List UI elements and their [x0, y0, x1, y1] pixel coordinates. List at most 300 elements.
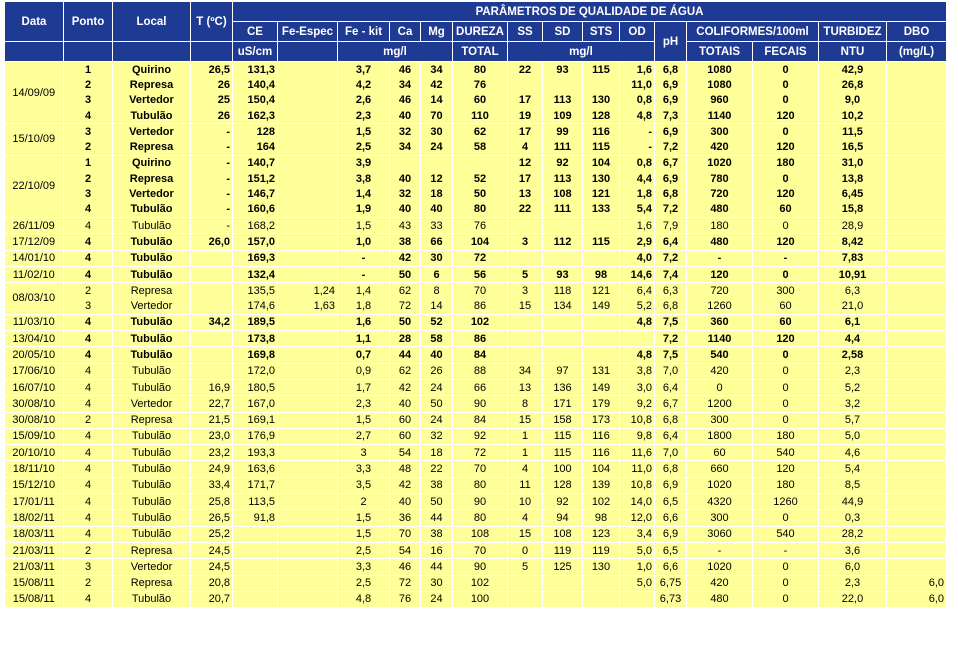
cell-dureza: 80 [453, 62, 508, 78]
cell-sd [543, 314, 583, 330]
cell-ponto: 4 [64, 331, 113, 347]
cell-t [191, 363, 233, 379]
cell-ph: 6,9 [655, 93, 687, 108]
cell-mg: 58 [421, 331, 453, 347]
cell-ponto: 2 [64, 412, 113, 428]
header-ce: CE [233, 22, 278, 42]
header-temp-unit-blank [191, 42, 233, 62]
cell-local: Tubulão [113, 510, 191, 526]
cell-fe-espec [278, 445, 338, 461]
cell-sts: 104 [583, 461, 620, 477]
cell-dbo [887, 331, 947, 347]
cell-fe-espec [278, 331, 338, 347]
cell-dureza: 70 [453, 542, 508, 558]
cell-dureza: 76 [453, 77, 508, 92]
cell-fecais: 0 [753, 124, 819, 140]
cell-sts: 115 [583, 234, 620, 250]
cell-t: 25 [191, 93, 233, 108]
table-row [5, 461, 947, 477]
cell-ce: 160,6 [233, 202, 278, 218]
cell-ss [508, 575, 543, 591]
cell-local: Tubulão [113, 461, 191, 477]
table-row [5, 477, 947, 493]
table-row [5, 542, 947, 558]
cell-ca: 54 [390, 445, 421, 461]
cell-ss [508, 347, 543, 363]
cell-ce: 174,6 [233, 298, 278, 314]
cell-fe-espec [278, 202, 338, 218]
cell-totais: 60 [687, 445, 753, 461]
cell-totais: 1200 [687, 396, 753, 412]
cell-fe-kit: 1,5 [338, 526, 390, 542]
cell-od: 14,0 [620, 494, 655, 510]
cell-ca: 40 [390, 171, 421, 186]
cell-od: - [620, 139, 655, 155]
cell-t [191, 347, 233, 363]
cell-fe-kit: 2 [338, 494, 390, 510]
cell-fe-kit: 1,5 [338, 124, 390, 140]
cell-totais: 420 [687, 139, 753, 155]
cell-sd [543, 250, 583, 266]
cell-t: 23,2 [191, 445, 233, 461]
cell-dbo [887, 542, 947, 558]
cell-fecais: 0 [753, 591, 819, 607]
cell-date: 18/02/11 [5, 510, 64, 526]
cell-local: Vertedor [113, 186, 191, 201]
cell-sts [583, 250, 620, 266]
cell-fe-espec [278, 559, 338, 575]
cell-ss: 22 [508, 62, 543, 78]
cell-ponto: 2 [64, 575, 113, 591]
cell-fecais: 540 [753, 445, 819, 461]
cell-ph: 6,3 [655, 283, 687, 299]
cell-dbo: 6,0 [887, 591, 947, 607]
cell-fe-espec [278, 266, 338, 282]
cell-totais: 480 [687, 202, 753, 218]
cell-fecais: 0 [753, 171, 819, 186]
table-row [5, 347, 947, 363]
cell-ca: 70 [390, 526, 421, 542]
cell-dureza [453, 155, 508, 171]
header-turbidez: TURBIDEZ [819, 22, 887, 42]
cell-ce: 193,3 [233, 445, 278, 461]
cell-t: 26 [191, 108, 233, 124]
cell-sts: 130 [583, 559, 620, 575]
cell-fe-espec [278, 234, 338, 250]
cell-sts [583, 217, 620, 233]
header-parameters-title: PARÂMETROS DE QUALIDADE DE ÁGUA [233, 2, 947, 22]
cell-t: - [191, 186, 233, 201]
cell-fe-espec [278, 412, 338, 428]
cell-sts: 115 [583, 62, 620, 78]
cell-dureza: 100 [453, 591, 508, 607]
cell-local: Tubulão [113, 331, 191, 347]
cell-mg: 40 [421, 202, 453, 218]
cell-ss: 17 [508, 93, 543, 108]
header-local-unit-blank [113, 42, 191, 62]
cell-fe-espec [278, 171, 338, 186]
cell-sd: 113 [543, 171, 583, 186]
cell-ss: 15 [508, 298, 543, 314]
cell-fecais: 0 [753, 396, 819, 412]
table-row [5, 428, 947, 444]
cell-local: Represa [113, 575, 191, 591]
cell-fecais: 120 [753, 139, 819, 155]
cell-totais: 1020 [687, 477, 753, 493]
cell-dbo [887, 559, 947, 575]
cell-ponto: 2 [64, 171, 113, 186]
cell-fe-kit: 4,8 [338, 591, 390, 607]
cell-sts: 139 [583, 477, 620, 493]
table-row [5, 93, 947, 108]
cell-ph: 7,4 [655, 266, 687, 282]
cell-date: 20/05/10 [5, 347, 64, 363]
cell-sd: 125 [543, 559, 583, 575]
cell-ce: 113,5 [233, 494, 278, 510]
cell-ce: 180,5 [233, 379, 278, 395]
cell-totais: - [687, 250, 753, 266]
cell-ph: 7,2 [655, 250, 687, 266]
cell-ponto: 3 [64, 124, 113, 140]
cell-fe-espec [278, 428, 338, 444]
header-mg: Mg [421, 22, 453, 42]
cell-ph: 7,2 [655, 331, 687, 347]
cell-ntu: 4,6 [819, 445, 887, 461]
cell-ph: 7,2 [655, 139, 687, 155]
cell-od: 4,4 [620, 171, 655, 186]
cell-ntu: 5,2 [819, 379, 887, 395]
cell-ss: 34 [508, 363, 543, 379]
table-row [5, 396, 947, 412]
cell-ph: 6,6 [655, 510, 687, 526]
cell-date: 18/11/10 [5, 461, 64, 477]
table-row [5, 575, 947, 591]
cell-fe-kit: - [338, 250, 390, 266]
cell-ca: 32 [390, 124, 421, 140]
cell-local: Represa [113, 139, 191, 155]
cell-ntu: 10,2 [819, 108, 887, 124]
cell-ntu: 31,0 [819, 155, 887, 171]
cell-date: 15/12/10 [5, 477, 64, 493]
cell-ntu: 6,45 [819, 186, 887, 201]
cell-ss: 0 [508, 542, 543, 558]
cell-ce: 169,8 [233, 347, 278, 363]
cell-ca: 42 [390, 379, 421, 395]
cell-date: 17/12/09 [5, 234, 64, 250]
cell-ca: 54 [390, 542, 421, 558]
table-row [5, 379, 947, 395]
cell-dbo [887, 510, 947, 526]
cell-totais: 960 [687, 93, 753, 108]
cell-ntu: 11,5 [819, 124, 887, 140]
header-fe-unit-blank [278, 42, 338, 62]
cell-sd: 111 [543, 202, 583, 218]
cell-ponto: 4 [64, 445, 113, 461]
cell-totais: 300 [687, 412, 753, 428]
cell-sd [543, 331, 583, 347]
cell-mg: 6 [421, 266, 453, 282]
cell-t: 26,5 [191, 62, 233, 78]
cell-ce [233, 575, 278, 591]
cell-fecais: 0 [753, 575, 819, 591]
cell-date: 13/04/10 [5, 331, 64, 347]
cell-od: 1,0 [620, 559, 655, 575]
cell-fe-kit: 4,2 [338, 77, 390, 92]
cell-date: 11/03/10 [5, 314, 64, 330]
cell-ntu: 7,83 [819, 250, 887, 266]
cell-mg: 30 [421, 124, 453, 140]
cell-t: - [191, 139, 233, 155]
cell-od: 12,0 [620, 510, 655, 526]
cell-ss: 1 [508, 445, 543, 461]
cell-sd: 93 [543, 62, 583, 78]
cell-fe-espec [278, 542, 338, 558]
cell-fe-espec [278, 155, 338, 171]
cell-od: 5,2 [620, 298, 655, 314]
cell-date: 14/01/10 [5, 250, 64, 266]
header-ph: pH [655, 22, 687, 62]
cell-mg: 30 [421, 250, 453, 266]
cell-mg: 30 [421, 575, 453, 591]
cell-ponto: 4 [64, 266, 113, 282]
cell-ntu: 2,3 [819, 575, 887, 591]
cell-dbo [887, 62, 947, 78]
cell-ss: 4 [508, 139, 543, 155]
cell-mg: 16 [421, 542, 453, 558]
cell-t: 20,8 [191, 575, 233, 591]
cell-t: 21,5 [191, 412, 233, 428]
cell-dureza: 56 [453, 266, 508, 282]
cell-mg: 14 [421, 298, 453, 314]
header-sts: STS [583, 22, 620, 42]
cell-fe-kit: 2,5 [338, 139, 390, 155]
cell-mg: 32 [421, 428, 453, 444]
cell-sd: 111 [543, 139, 583, 155]
table-row [5, 412, 947, 428]
cell-totais: 420 [687, 575, 753, 591]
cell-sts [583, 314, 620, 330]
cell-ntu: 6,0 [819, 559, 887, 575]
cell-dbo [887, 171, 947, 186]
cell-ponto: 4 [64, 108, 113, 124]
cell-date: 11/02/10 [5, 266, 64, 282]
cell-ponto: 4 [64, 477, 113, 493]
table-row [5, 363, 947, 379]
header-dbo: DBO [887, 22, 947, 42]
table-row [5, 139, 947, 155]
cell-od: 11,0 [620, 77, 655, 92]
table-row [5, 171, 947, 186]
cell-dureza: 72 [453, 250, 508, 266]
cell-dbo [887, 314, 947, 330]
cell-ce: 157,0 [233, 234, 278, 250]
cell-mg: 38 [421, 526, 453, 542]
cell-ntu: 13,8 [819, 171, 887, 186]
cell-sts: 116 [583, 428, 620, 444]
cell-sts: 104 [583, 155, 620, 171]
cell-mg: 38 [421, 477, 453, 493]
cell-t [191, 266, 233, 282]
cell-ce: 164 [233, 139, 278, 155]
header-total: TOTAL [453, 42, 508, 62]
cell-totais: 720 [687, 283, 753, 299]
cell-date: 18/03/11 [5, 526, 64, 542]
cell-totais: 780 [687, 171, 753, 186]
table-row [5, 202, 947, 218]
cell-ph: 6,7 [655, 396, 687, 412]
cell-ponto: 4 [64, 379, 113, 395]
cell-od: 3,0 [620, 379, 655, 395]
header-fe-kit: Fe - kit [338, 22, 390, 42]
cell-ca: 60 [390, 428, 421, 444]
cell-ss [508, 314, 543, 330]
cell-local: Vertedor [113, 559, 191, 575]
cell-ph: 7,3 [655, 108, 687, 124]
cell-od: 11,0 [620, 461, 655, 477]
cell-sd: 119 [543, 542, 583, 558]
cell-od: 4,8 [620, 314, 655, 330]
cell-local: Represa [113, 412, 191, 428]
cell-od: 0,8 [620, 155, 655, 171]
cell-t: 20,7 [191, 591, 233, 607]
cell-ponto: 4 [64, 363, 113, 379]
table-row [5, 62, 947, 78]
cell-od [620, 591, 655, 607]
cell-ss: 22 [508, 202, 543, 218]
cell-ntu: 26,8 [819, 77, 887, 92]
cell-fe-kit: 2,3 [338, 396, 390, 412]
cell-ce [233, 542, 278, 558]
cell-t: 24,5 [191, 559, 233, 575]
cell-ss: 10 [508, 494, 543, 510]
cell-t: 25,8 [191, 494, 233, 510]
table-row [5, 510, 947, 526]
cell-dbo [887, 186, 947, 201]
cell-sts [583, 77, 620, 92]
table-row [5, 77, 947, 92]
cell-fe-espec [278, 363, 338, 379]
cell-fe-espec [278, 591, 338, 607]
cell-sts: 123 [583, 526, 620, 542]
cell-local: Tubulão [113, 347, 191, 363]
cell-sts: 102 [583, 494, 620, 510]
cell-fecais: 0 [753, 412, 819, 428]
cell-fe-kit: 2,3 [338, 108, 390, 124]
cell-ntu: 3,6 [819, 542, 887, 558]
header-data-unit-blank [5, 42, 64, 62]
cell-fecais: 180 [753, 428, 819, 444]
cell-local: Tubulão [113, 494, 191, 510]
cell-ce [233, 559, 278, 575]
cell-dbo [887, 250, 947, 266]
cell-t: - [191, 171, 233, 186]
table-row [5, 314, 947, 330]
cell-t: 22,7 [191, 396, 233, 412]
cell-sts: 133 [583, 202, 620, 218]
cell-ponto: 2 [64, 139, 113, 155]
cell-fe-kit: 3,9 [338, 155, 390, 171]
cell-totais: 3060 [687, 526, 753, 542]
cell-local: Vertedor [113, 298, 191, 314]
table-row [5, 234, 947, 250]
header-temperature: T (ºC) [191, 2, 233, 42]
cell-ph: 6,9 [655, 526, 687, 542]
cell-dureza: 92 [453, 428, 508, 444]
cell-fecais: 0 [753, 62, 819, 78]
cell-ss: 19 [508, 108, 543, 124]
cell-fecais: 0 [753, 379, 819, 395]
cell-local: Quirino [113, 62, 191, 78]
cell-totais: 180 [687, 217, 753, 233]
cell-mg: 70 [421, 108, 453, 124]
cell-t: 34,2 [191, 314, 233, 330]
cell-local: Represa [113, 542, 191, 558]
cell-mg: 50 [421, 396, 453, 412]
cell-dureza: 84 [453, 412, 508, 428]
cell-dureza: 62 [453, 124, 508, 140]
cell-sts [583, 575, 620, 591]
cell-ca: 50 [390, 314, 421, 330]
cell-ss [508, 591, 543, 607]
cell-ss: 5 [508, 266, 543, 282]
table-row [5, 283, 947, 299]
cell-sd: 99 [543, 124, 583, 140]
cell-dureza: 80 [453, 202, 508, 218]
cell-ca [390, 155, 421, 171]
cell-ph: 6,8 [655, 186, 687, 201]
cell-t: 33,4 [191, 477, 233, 493]
cell-dbo [887, 363, 947, 379]
cell-dbo [887, 526, 947, 542]
water-quality-table [4, 1, 947, 607]
cell-ntu: 5,4 [819, 461, 887, 477]
cell-ponto: 4 [64, 591, 113, 607]
cell-sd [543, 77, 583, 92]
cell-ph: 6,9 [655, 477, 687, 493]
cell-od: 14,6 [620, 266, 655, 282]
cell-dureza: 58 [453, 139, 508, 155]
cell-mg: 24 [421, 139, 453, 155]
cell-fecais: 0 [753, 77, 819, 92]
table-row [5, 108, 947, 124]
cell-fe-kit: 1,7 [338, 379, 390, 395]
cell-t: 23,0 [191, 428, 233, 444]
cell-dureza: 86 [453, 331, 508, 347]
cell-fecais: 0 [753, 217, 819, 233]
cell-ce: 131,3 [233, 62, 278, 78]
cell-dbo [887, 202, 947, 218]
header-ca: Ca [390, 22, 421, 42]
cell-dureza: 50 [453, 186, 508, 201]
cell-fecais: 60 [753, 314, 819, 330]
cell-fe-kit: 0,9 [338, 363, 390, 379]
table-row [5, 494, 947, 510]
cell-local: Represa [113, 77, 191, 92]
cell-local: Tubulão [113, 526, 191, 542]
cell-ca: 43 [390, 217, 421, 233]
cell-sts: 173 [583, 412, 620, 428]
cell-ponto: 4 [64, 494, 113, 510]
cell-ponto: 4 [64, 510, 113, 526]
cell-local: Vertedor [113, 396, 191, 412]
cell-sts: 98 [583, 510, 620, 526]
cell-od: 4,8 [620, 347, 655, 363]
cell-date: 08/03/10 [5, 283, 64, 315]
table-row [5, 331, 947, 347]
cell-fe-espec [278, 575, 338, 591]
cell-ph: 7,0 [655, 363, 687, 379]
cell-ss: 13 [508, 379, 543, 395]
